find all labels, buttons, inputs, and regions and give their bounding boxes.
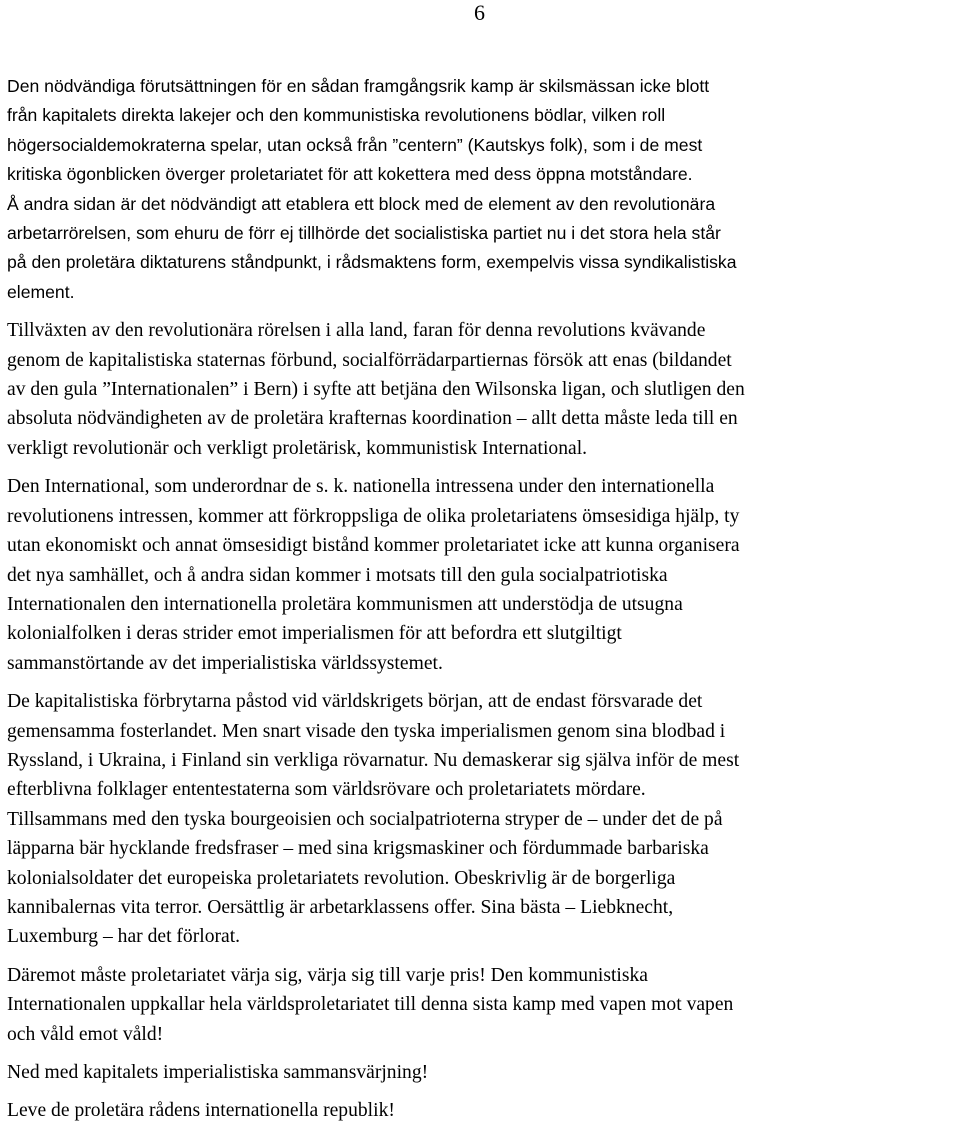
text-line: det nya samhället, och å andra sidan kommer i motsats till den gula socialpatriotiska: [7, 564, 668, 586]
text-line: utan ekonomiskt och annat ömsesidigt bistånd kommer proletariatet icke att kunna organisera: [7, 535, 740, 557]
paragraph-2: [7, 190, 957, 308]
text-line: Däremot måste proletariatet värja sig, värja sig till varje pris! Den kommunistiska: [7, 964, 648, 986]
paragraph-5: [7, 687, 957, 952]
text-line: kritiska ögonblicken överger proletariatet för att kokettera med dess öppna motståndare.: [7, 164, 693, 185]
text-line: De kapitalistiska förbrytarna påstod vid världskrigets början, att de endast försvarade det: [7, 691, 703, 713]
text-line: Tillsammans med den tyska bourgeoisien och socialpatrioterna stryper de – under det de på: [7, 808, 723, 830]
text-line: arbetarrörelsen, som ehuru de förr ej tillhörde det socialistiska partiet nu i det stora hela står: [7, 223, 721, 244]
text-line: genom de kapitalistiska staternas förbund, socialförrädarpartiernas försök att enas (bildandet: [7, 349, 732, 371]
text-line: Tillväxten av den revolutionära rörelsen i alla land, faran för denna revolutions kvävande: [7, 320, 706, 342]
text-line: efterblivna folklager ententestaterna som världsrövare och proletariatets mördare.: [7, 779, 646, 801]
text-line: från kapitalets direkta lakejer och den kommunistiska revolutionens bödlar, vilken roll: [7, 105, 666, 126]
document-body: [7, 72, 957, 1126]
text-line: Å andra sidan är det nödvändigt att etablera ett block med de element av den revolutionära: [7, 193, 716, 214]
text-line: och våld emot våld!: [7, 1023, 164, 1045]
text-line: Internationalen uppkallar hela världsproletariatet till denna sista kamp med vapen mot vapen: [7, 994, 734, 1016]
page-number: 6: [474, 0, 485, 25]
text-line: högersocialdemokraterna spelar, utan också från ”centern” (Kautskys folk), som i de mest: [7, 134, 703, 155]
text-line: revolutionens intressen, kommer att förkroppsliga de olika proletariatens ömsesidiga hjälp, ty: [7, 505, 740, 527]
text-line: element.: [7, 281, 75, 302]
text-line: Den International, som underordnar de s. k. nationella intressena under den internationella: [7, 476, 715, 498]
text-line: absoluta nödvändigheten av de proletära krafternas koordination – allt detta måste leda till en: [7, 408, 738, 430]
text-line: sammanstörtande av det imperialistiska världssystemet.: [7, 652, 443, 674]
text-line: läpparna bär hycklande fredsfraser – med sina krigsmaskiner och fördummade barbariska: [7, 838, 709, 860]
paragraph-7: [7, 1058, 957, 1087]
text-line: Ned med kapitalets imperialistiska sammansvärjning!: [7, 1062, 429, 1083]
text-line: på den proletära diktaturens ståndpunkt, i rådsmaktens form, exempelvis vissa syndikalistiska: [7, 252, 737, 273]
paragraph-4: [7, 472, 957, 678]
paragraph-8: [7, 1096, 957, 1125]
text-line: Ryssland, i Ukraina, i Finland sin verkliga rövarnatur. Nu demaskerar sig själva inför de mest: [7, 749, 740, 771]
paragraph-3: [7, 316, 957, 463]
text-line: av den gula ”Internationalen” i Bern) i syfte att betjäna den Wilsonska ligan, och slutligen den: [7, 379, 745, 401]
text-line: gemensamma fosterlandet. Men snart visade den tyska imperialismen genom sina blodbad i: [7, 720, 726, 742]
text-line: Den nödvändiga förutsättningen för en sådan framgångsrik kamp är skilsmässan icke blott: [7, 76, 710, 96]
text-line: kolonialsoldater det europeiska proletariatets revolution. Obeskrivlig är de borgerliga: [7, 867, 676, 889]
paragraph-1: [7, 72, 957, 190]
text-line: Luxemburg – har det förlorat.: [7, 926, 241, 948]
text-line: verkligt revolutionär och verkligt proletärisk, kommunistisk International.: [7, 437, 588, 459]
text-line: Internationalen den internationella proletära kommunismen att understödja de utsugna: [7, 593, 683, 615]
text-line: kolonialfolken i deras strider emot imperialismen för att befordra ett slutgiltigt: [7, 623, 622, 645]
text-line: kannibalernas vita terror. Oersättlig är arbetarklassens offer. Sina bästa – Liebknecht,: [7, 896, 674, 918]
text-line: Leve de proletära rådens internationella republik!: [7, 1100, 395, 1122]
paragraph-6: [7, 961, 957, 1049]
